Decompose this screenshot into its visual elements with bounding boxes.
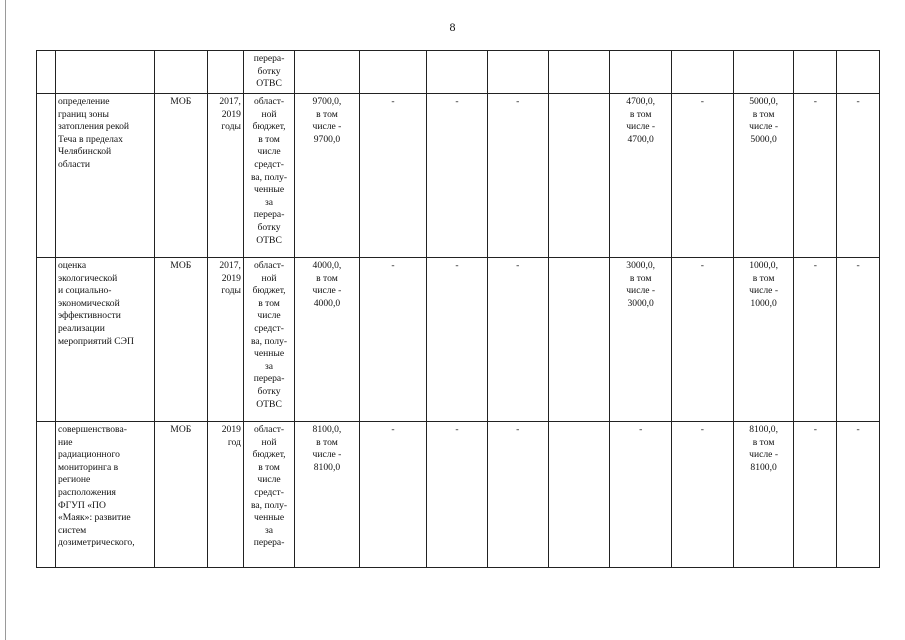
executor-text: МОБ: [170, 260, 192, 271]
funding-source-line: ботку: [257, 221, 281, 233]
funding-source-line: ченные: [254, 512, 285, 524]
year-value-cell-6: [672, 51, 734, 94]
year-value-5-line: 3000,0: [627, 297, 654, 309]
years-line: 2019: [221, 108, 241, 120]
activity-name-cell: [55, 94, 154, 258]
funding-source-line: в том: [258, 133, 280, 145]
activity-name-line: «Маяк»: развитие: [57, 512, 131, 524]
funding-source-line: средст-: [254, 322, 284, 334]
total-amount-line: числе -: [312, 285, 342, 297]
year-value-7-line: 8100,0,: [749, 424, 778, 435]
funding-source-line: ва, полу-: [251, 171, 288, 183]
funding-source-line: средст-: [254, 158, 284, 170]
funding-source-line: числе: [257, 310, 281, 322]
year-value-5-line: числе -: [626, 285, 656, 297]
year-value-cell-4: [548, 51, 610, 94]
funding-source-line: за: [265, 524, 274, 536]
total-amount-line: в том: [316, 436, 338, 448]
activity-name-line: экологической: [57, 272, 118, 284]
executor-text: МОБ: [170, 424, 192, 435]
total-amount-line: числе -: [312, 449, 342, 461]
year-value-7-line: 5000,0,: [749, 96, 778, 107]
year-value-cell-9: [837, 51, 880, 94]
year-value-cell-1: [359, 94, 426, 258]
activity-name-line: совершенствова-: [57, 424, 127, 435]
year-value-5-line: 4700,0: [627, 133, 654, 145]
year-value-1-text: -: [391, 424, 395, 435]
total-amount-cell: [295, 51, 360, 94]
funding-source-line: ченные: [254, 348, 285, 360]
funding-source-line: ОТВС: [256, 398, 282, 410]
funding-source-line: перера-: [253, 53, 285, 64]
year-value-cell-3: [487, 94, 548, 258]
year-value-1-text: -: [391, 96, 395, 107]
year-value-7-line: числе -: [749, 449, 779, 461]
activity-name-line: мероприятий СЭП: [57, 335, 134, 347]
funding-source-line: област-: [253, 96, 285, 107]
total-amount-line: 8100,0,: [312, 424, 342, 435]
funding-source-line: ва, полу-: [251, 335, 288, 347]
activity-name-cell: [55, 258, 154, 422]
executor-text: МОБ: [170, 96, 192, 107]
year-value-6-text: -: [700, 96, 704, 107]
index-cell: [37, 422, 56, 568]
funding-source-line: за: [265, 196, 274, 208]
year-value-cell-6: [672, 258, 734, 422]
year-value-cell-7: [733, 94, 794, 258]
year-value-cell-4: [548, 258, 610, 422]
year-value-cell-3: [487, 258, 548, 422]
year-value-cell-2: [427, 422, 488, 568]
year-value-cell-9: [837, 422, 880, 568]
funding-source-line: числе: [257, 146, 281, 158]
table-body: [37, 51, 880, 568]
year-value-3-text: -: [516, 424, 520, 435]
activity-name-line: определение: [57, 96, 110, 107]
year-value-7-line: 1000,0: [750, 297, 777, 309]
year-value-cell-9: [837, 94, 880, 258]
years-line: год: [227, 436, 241, 448]
activity-name-line: оценка: [57, 260, 87, 271]
total-amount-cell: [295, 94, 360, 258]
funding-source-line: ОТВС: [256, 234, 282, 246]
year-value-cell-5: [610, 258, 672, 422]
year-value-cell-2: [427, 94, 488, 258]
year-value-cell-9: [837, 258, 880, 422]
activity-name-line: дозиметрического,: [57, 537, 135, 549]
year-value-cell-5: [610, 51, 672, 94]
year-value-1-text: -: [391, 260, 395, 271]
year-value-cell-4: [548, 422, 610, 568]
funding-source-line: област-: [253, 424, 285, 435]
year-value-cell-7: [733, 422, 794, 568]
years-line: 2019: [221, 424, 241, 435]
year-value-3-text: -: [516, 96, 520, 107]
year-value-cell-8: [794, 258, 837, 422]
funding-source-line: ОТВС: [256, 78, 282, 90]
table-row: [37, 94, 880, 258]
year-value-7-line: числе -: [749, 285, 779, 297]
year-value-cell-8: [794, 422, 837, 568]
year-value-7-line: 1000,0,: [749, 260, 778, 271]
year-value-cell-6: [672, 422, 734, 568]
activity-name-line: Теча в пределах: [57, 133, 123, 145]
year-value-7-line: числе -: [749, 121, 779, 133]
year-value-cell-2: [427, 258, 488, 422]
funding-source-line: в том: [258, 461, 280, 473]
index-cell: [37, 51, 56, 94]
years-line: годы: [221, 121, 241, 133]
year-value-3-text: -: [516, 260, 520, 271]
total-amount-line: 4000,0,: [312, 260, 342, 271]
funding-source-cell: [243, 51, 294, 94]
year-value-8-text: -: [813, 96, 817, 107]
activity-name-line: ние: [57, 436, 73, 448]
year-value-cell-7: [733, 51, 794, 94]
year-value-cell-5: [610, 422, 672, 568]
funding-source-line: ботку: [257, 385, 281, 397]
funding-source-line: ной: [261, 436, 277, 448]
year-value-8-text: -: [813, 260, 817, 271]
year-value-9-text: -: [856, 424, 860, 435]
activity-name-cell: [55, 51, 154, 94]
year-value-cell-3: [487, 422, 548, 568]
year-value-cell-1: [359, 51, 426, 94]
activity-name-line: систем: [57, 524, 87, 536]
year-value-cell-1: [359, 258, 426, 422]
years-line: годы: [221, 285, 241, 297]
index-cell: [37, 94, 56, 258]
funding-source-line: ченные: [254, 184, 285, 196]
funding-source-line: перера-: [253, 537, 285, 549]
year-value-cell-8: [794, 51, 837, 94]
funding-source-cell: [243, 258, 294, 422]
years-cell: [207, 51, 243, 94]
year-value-2-text: -: [455, 424, 459, 435]
funding-source-line: бюджет,: [252, 121, 286, 133]
activity-name-line: радиационного: [57, 449, 120, 461]
year-value-5-line: в том: [629, 272, 652, 284]
funding-source-line: ной: [261, 108, 277, 120]
activity-name-line: экономической: [57, 297, 120, 309]
years-line: 2017,: [219, 260, 241, 271]
activity-name-line: Челябинской: [57, 146, 112, 158]
year-value-9-text: -: [856, 96, 860, 107]
year-value-7-line: в том: [752, 108, 775, 120]
activity-name-line: затопления рекой: [57, 121, 130, 133]
activity-name-line: области: [57, 158, 91, 170]
total-amount-line: 8100,0: [313, 461, 341, 473]
years-line: 2019: [221, 272, 241, 284]
year-value-cell-4: [548, 94, 610, 258]
year-value-7-line: 5000,0: [750, 133, 777, 145]
year-value-7-line: в том: [752, 272, 775, 284]
years-cell: [207, 94, 243, 258]
executor-cell: [154, 422, 207, 568]
budget-table: [36, 50, 880, 568]
total-amount-line: в том: [316, 272, 338, 284]
year-value-5-line: 3000,0,: [626, 260, 656, 271]
index-cell: [37, 258, 56, 422]
activity-name-line: ФГУП «ПО: [57, 499, 106, 511]
executor-cell: [154, 94, 207, 258]
table-row: [37, 51, 880, 94]
year-value-5-line: 4700,0,: [626, 96, 656, 107]
year-value-cell-1: [359, 422, 426, 568]
year-value-2-text: -: [455, 260, 459, 271]
funding-source-line: ной: [261, 272, 277, 284]
page-number: 8: [449, 20, 456, 34]
year-value-5-line: числе -: [626, 121, 656, 133]
activity-name-line: мониторинга в: [57, 461, 119, 473]
year-value-5-line: в том: [629, 108, 652, 120]
activity-name-line: границ зоны: [57, 108, 109, 120]
year-value-6-text: -: [700, 424, 704, 435]
funding-source-line: числе: [257, 474, 281, 486]
year-value-9-text: -: [856, 260, 860, 271]
activity-name-line: расположения: [57, 486, 116, 498]
page-left-border: [5, 0, 6, 640]
table-row: [37, 422, 880, 568]
funding-source-cell: [243, 422, 294, 568]
table-row: [37, 258, 880, 422]
funding-source-line: в том: [258, 297, 280, 309]
year-value-2-text: -: [455, 96, 459, 107]
executor-cell: [154, 51, 207, 94]
total-amount-cell: [295, 422, 360, 568]
total-amount-cell: [295, 258, 360, 422]
year-value-cell-3: [487, 51, 548, 94]
funding-source-line: за: [265, 360, 274, 372]
years-cell: [207, 422, 243, 568]
activity-name-line: регионе: [57, 474, 91, 486]
years-line: 2017,: [219, 96, 241, 107]
executor-cell: [154, 258, 207, 422]
year-value-6-text: -: [700, 260, 704, 271]
activity-name-line: эффективности: [57, 310, 121, 322]
year-value-cell-5: [610, 94, 672, 258]
funding-source-line: ва, полу-: [251, 499, 288, 511]
total-amount-line: 9700,0,: [312, 96, 342, 107]
year-value-5-line: -: [639, 424, 643, 435]
total-amount-line: 9700,0: [313, 133, 341, 145]
activity-name-line: реализации: [57, 322, 105, 334]
funding-source-line: ботку: [257, 65, 281, 77]
year-value-7-line: в том: [752, 436, 775, 448]
activity-name-cell: [55, 422, 154, 568]
year-value-cell-2: [427, 51, 488, 94]
total-amount-line: 4000,0: [313, 297, 341, 309]
year-value-cell-8: [794, 94, 837, 258]
total-amount-line: числе -: [312, 121, 342, 133]
funding-source-line: бюджет,: [252, 285, 286, 297]
funding-source-line: област-: [253, 260, 285, 271]
funding-source-cell: [243, 94, 294, 258]
year-value-cell-6: [672, 94, 734, 258]
activity-name-line: и социально-: [57, 285, 112, 297]
funding-source-line: бюджет,: [252, 449, 286, 461]
year-value-cell-7: [733, 258, 794, 422]
funding-source-line: средст-: [254, 486, 284, 498]
total-amount-line: в том: [316, 108, 338, 120]
year-value-7-line: 8100,0: [750, 461, 777, 473]
years-cell: [207, 258, 243, 422]
funding-source-line: перера-: [253, 373, 285, 385]
year-value-8-text: -: [813, 424, 817, 435]
funding-source-line: перера-: [253, 209, 285, 221]
